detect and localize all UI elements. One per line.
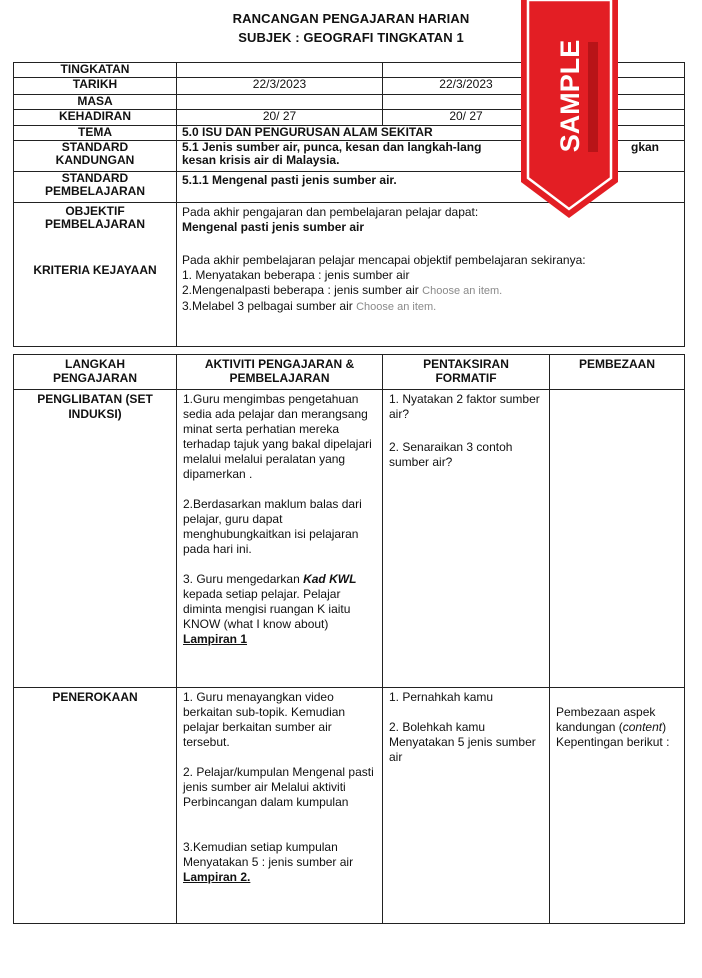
objektif-label-line-2: PEMBELAJARAN xyxy=(44,217,145,231)
penglibatan-pembezaan xyxy=(550,390,685,688)
aktiviti-paragraph-1: 1.Guru mengimbas pengetahuan sedia ada pelajar dan merangsang minat serta perhatian mereka terhadap tajuk yang bakal dipelajari melalui melalui peralatan yang dipamerkan . xyxy=(183,392,372,481)
objektif-value: Mengenal pasti jenis sumber air xyxy=(182,220,365,234)
kriteria-label: KRITERIA KEJAYAAN xyxy=(33,263,157,277)
pembezaan-header: PEMBEZAAN xyxy=(550,355,685,390)
kehadiran-value-2: 20/ 27 xyxy=(383,110,550,126)
aktiviti-paragraph-1: 1. Guru menayangkan video berkaitan sub-topik. Kemudian pelajar berkaitan sumber air tersebut. xyxy=(183,690,346,749)
lampiran-1-link[interactable]: Lampiran 1 xyxy=(183,632,248,646)
objektif-label-line-1: OBJEKTIF xyxy=(65,204,125,218)
sk-value-line-2: kesan krisis air di Malaysia. xyxy=(182,153,340,167)
objektif-kriteria-value xyxy=(177,203,685,347)
tarikh-value-2: 22/3/2023 xyxy=(383,78,550,95)
kriteria-item-2: 2.Mengenalpasti beberapa : jenis sumber air Choose an item. xyxy=(182,283,503,297)
tarikh-label: TARIKH xyxy=(14,78,177,95)
choose-item-dropdown[interactable]: Choose an item. xyxy=(356,301,437,313)
kriteria-intro: Pada akhir pembelajaran pelajar mencapai objektif pembelajaran sekiranya: xyxy=(182,253,586,267)
penglibatan-pentaksiran xyxy=(383,390,550,688)
pentaksiran-header: PENTAKSIRAN FORMATIF xyxy=(383,355,550,390)
pentaksiran-question-1: 1. Nyatakan 2 faktor sumber air? xyxy=(389,392,540,421)
aktiviti-paragraph-3: 3. Guru mengedarkan Kad KWL kepada setiap pelajar. Pelajar diminta mengisi ruangan K iaitu KNOW (what I know about) Lampiran 1 xyxy=(183,572,357,646)
kehadiran-value-1: 20/ 27 xyxy=(177,110,383,126)
page-title: RANCANGAN PENGAJARAN HARIAN xyxy=(232,11,470,26)
sk-label-line-1: STANDARD xyxy=(61,140,129,154)
objektif-kriteria-label xyxy=(14,203,177,347)
aktiviti-paragraph-2: 2. Pelajar/kumpulan Mengenal pasti jenis sumber air Melalui aktiviti Perbincangan dalam kumpulan xyxy=(183,765,374,809)
lesson-table xyxy=(13,354,685,924)
pembezaan-text: Pembezaan aspek kandungan (content) Kepentingan berikut : xyxy=(556,705,670,749)
sample-label: SAMPLE xyxy=(555,39,585,153)
kriteria-item-1: 1. Menyatakan beberapa : jenis sumber air xyxy=(182,268,410,282)
masa-label: MASA xyxy=(14,95,177,110)
penerokaan-pembezaan xyxy=(550,688,685,924)
ribbon-fine-print-strip xyxy=(588,42,598,152)
standard-pembelajaran-value: 5.1.1 Mengenal pasti jenis sumber air. xyxy=(177,172,685,203)
aktiviti-paragraph-2: 2.Berdasarkan maklum balas dari pelajar, guru dapat menghubungkaitkan isi pelajaran pada hari ini. xyxy=(183,497,362,556)
objektif-intro: Pada akhir pengajaran dan pembelajaran pelajar dapat: xyxy=(182,205,479,219)
tema-value: 5.0 ISU DAN PENGURUSAN ALAM SEKITAR xyxy=(177,126,685,141)
penerokaan-aktiviti xyxy=(177,688,383,924)
langkah-header: LANGKAH PENGAJARAN xyxy=(14,355,177,390)
sk-label-line-2: KANDUNGAN xyxy=(55,153,135,167)
penglibatan-aktiviti xyxy=(177,390,383,688)
pentaksiran-question-2: 2. Senaraikan 3 contoh sumber air? xyxy=(389,440,513,469)
sk-value-line-1: 5.1 Jenis sumber air, punca, kesan dan langkah-lang xyxy=(182,140,482,154)
sample-watermark-ribbon xyxy=(521,0,618,218)
aktiviti-paragraph-3: 3.Kemudian setiap kumpulan Menyatakan 5 : jenis sumber air Lampiran 2. xyxy=(183,840,354,884)
sp-label-line-1: STANDARD xyxy=(61,171,129,185)
sk-value-line-1-end: gkan xyxy=(630,140,659,154)
standard-pembelajaran-label xyxy=(14,172,177,203)
kriteria-item-3: 3.Melabel 3 pelbagai sumber air Choose an item. xyxy=(182,299,437,313)
kehadiran-label: KEHADIRAN xyxy=(14,110,177,126)
page-subtitle: SUBJEK : GEOGRAFI TINGKATAN 1 xyxy=(238,30,464,45)
tema-label: TEMA xyxy=(14,126,177,141)
pentaksiran-question-1: 1. Pernahkah kamu xyxy=(389,690,494,704)
lampiran-2-link[interactable]: Lampiran 2. xyxy=(183,870,251,884)
standard-kandungan-label xyxy=(14,141,177,172)
penerokaan-pentaksiran xyxy=(383,688,550,924)
penerokaan-label: PENEROKAAN xyxy=(14,688,177,924)
aktiviti-header: AKTIVITI PENGAJARAN & PEMBELAJARAN xyxy=(177,355,383,390)
tingkatan-label: TINGKATAN xyxy=(14,63,177,78)
sp-label-line-2: PEMBELAJARAN xyxy=(44,184,145,198)
pentaksiran-question-2: 2. Bolehkah kamu Menyatakan 5 jenis sumber air xyxy=(389,720,536,764)
tarikh-value-1: 22/3/2023 xyxy=(177,78,383,95)
penglibatan-label: PENGLIBATAN (SET INDUKSI) xyxy=(14,390,177,688)
choose-item-dropdown[interactable]: Choose an item. xyxy=(422,285,503,297)
